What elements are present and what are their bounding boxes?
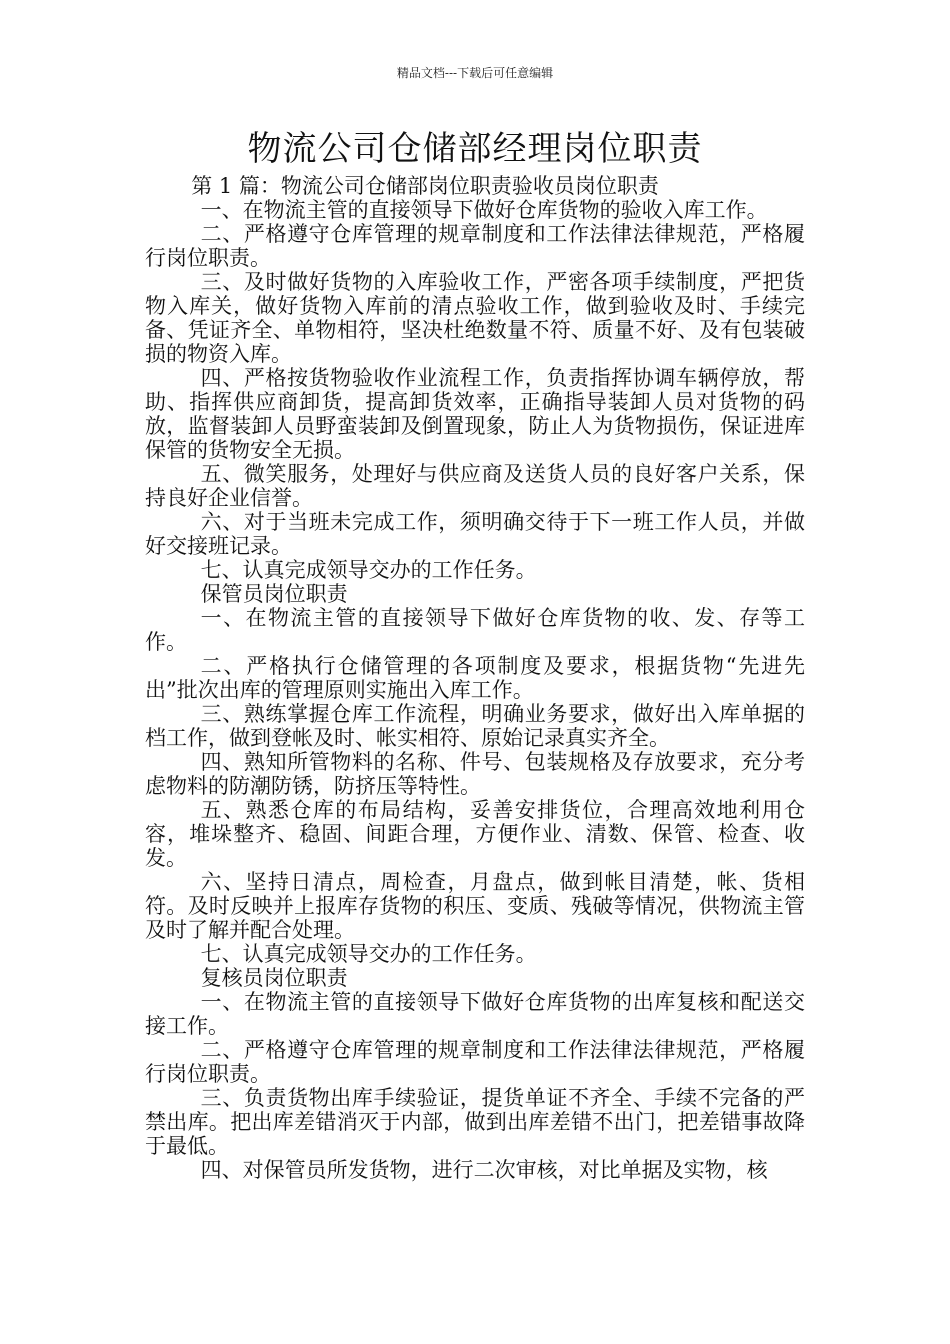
paragraph: 五、熟悉仓库的布局结构，妥善安排货位，合理高效地利用仓容，堆垛整齐、稳固、间距合理，方便作业、清数、保管、检查、收发。 — [145, 798, 805, 870]
paragraph: 四、严格按货物验收作业流程工作，负责指挥协调车辆停放，帮助、指挥供应商卸货，提高卸货效率，正确指导装卸人员对货物的码放，监督装卸人员野蛮装卸及倒置现象，防止人为货物损伤，保证进库保管的货物安全无损。 — [145, 366, 805, 462]
paragraph: 三、负责货物出库手续验证，提货单证不齐全、手续不完备的严禁出库。把出库差错消灭于内部，做到出库差错不出门，把差错事故降于最低。 — [145, 1086, 805, 1158]
paragraph: 六、坚持日清点，周检查，月盘点，做到帐目清楚，帐、货相符。及时反映并上报库存货物的积压、变质、残破等情况，供物流主管及时了解并配合处理。 — [145, 870, 805, 942]
paragraph: 四、对保管员所发货物，进行二次审核，对比单据及实物，核 — [200, 1158, 768, 1182]
paragraph: 六、对于当班未完成工作，须明确交待于下一班工作人员，并做好交接班记录。 — [145, 510, 805, 558]
document-header-note: 精品文档---下载后可任意编辑 — [396, 66, 554, 80]
section-heading: 保管员岗位职责 — [200, 582, 348, 606]
section-heading: 复核员岗位职责 — [200, 966, 348, 990]
paragraph: 五、微笑服务，处理好与供应商及送货人员的良好客户关系，保持良好企业信誉。 — [145, 462, 805, 510]
paragraph: 三、熟练掌握仓库工作流程，明确业务要求，做好出入库单据的档工作，做到登帐及时、帐实相符、原始记录真实齐全。 — [145, 702, 805, 750]
paragraph: 二、严格执行仓储管理的各项制度及要求，根据货物“先进先出”批次出库的管理原则实施出入库工作。 — [145, 654, 805, 702]
paragraph: 七、认真完成领导交办的工作任务。 — [200, 558, 537, 582]
document-subtitle: 第 1 篇：物流公司仓储部岗位职责验收员岗位职责 — [191, 174, 659, 198]
paragraph: 二、严格遵守仓库管理的规章制度和工作法律法律规范，严格履行岗位职责。 — [145, 222, 805, 270]
paragraph: 一、在物流主管的直接领导下做好仓库货物的出库复核和配送交接工作。 — [145, 990, 805, 1038]
paragraph: 七、认真完成领导交办的工作任务。 — [200, 942, 537, 966]
paragraph: 一、在物流主管的直接领导下做好仓库货物的验收入库工作。 — [200, 198, 768, 222]
paragraph: 三、及时做好货物的入库验收工作，严密各项手续制度，严把货物入库关，做好货物入库前的清点验收工作，做到验收及时、手续完备、凭证齐全、单物相符，坚决杜绝数量不符、质量不好、及有包装破损的物资入库。 — [145, 270, 805, 366]
document-body — [145, 174, 805, 1182]
document-title: 物流公司仓储部经理岗位职责 — [247, 129, 703, 169]
paragraph: 四、熟知所管物料的名称、件号、包装规格及存放要求，充分考虑物料的防潮防锈，防挤压等特性。 — [145, 750, 805, 798]
paragraph: 一、在物流主管的直接领导下做好仓库货物的收、发、存等工作。 — [145, 606, 805, 654]
paragraph: 二、严格遵守仓库管理的规章制度和工作法律法律规范，严格履行岗位职责。 — [145, 1038, 805, 1086]
